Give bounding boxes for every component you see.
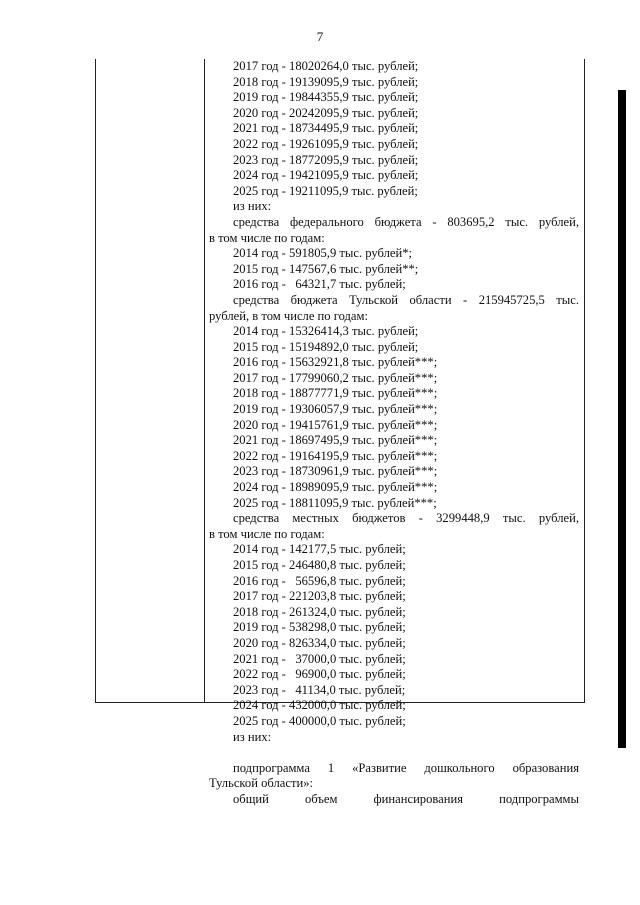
page-number: 7: [316, 29, 324, 44]
text-line: 2021 год - 18734495,9 тыс. рублей;: [233, 121, 419, 136]
text-line: Тульской области»:: [209, 776, 313, 791]
text-line: 2018 год - 19139095,9 тыс. рублей;: [233, 74, 419, 89]
text-line: 2018 год - 261324,0 тыс. рублей;: [233, 604, 406, 619]
text-line: 2025 год - 18811095,9 тыс. рублей***;: [233, 495, 437, 510]
text-line: 2019 год - 19306057,9 тыс. рублей***;: [233, 402, 438, 417]
text-line: 2025 год - 19211095,9 тыс. рублей;: [233, 183, 418, 198]
text-line: общий объем финансирования подпрограммы: [233, 791, 579, 806]
text-line: 2022 год - 96900,0 тыс. рублей;: [233, 667, 406, 682]
text-line: 2016 год - 15632921,8 тыс. рублей***;: [233, 355, 438, 370]
text-line: 2014 год - 591805,9 тыс. рублей*;: [233, 246, 413, 261]
text-line: 2014 год - 142177,5 тыс. рублей;: [233, 542, 406, 557]
blank-line: [209, 745, 579, 761]
text-line: 2021 год - 18697495,9 тыс. рублей***;: [233, 433, 438, 448]
text-line: из них:: [233, 199, 272, 214]
text-line: 2024 год - 18989095,9 тыс. рублей***;: [233, 480, 438, 495]
text-line: подпрограмма 1 «Развитие дошкольного образования: [233, 760, 579, 775]
text-line: 2018 год - 18877771,9 тыс. рублей***;: [233, 386, 438, 401]
text-line: 2014 год - 15326414,3 тыс. рублей;: [233, 324, 419, 339]
text-line: 2016 год - 56596,8 тыс. рублей;: [233, 573, 406, 588]
text-line: в том числе по годам:: [209, 230, 325, 245]
text-line: 2024 год - 19421095,9 тыс. рублей;: [233, 168, 419, 183]
text-line: из них:: [233, 729, 272, 744]
text-line: 2016 год - 64321,7 тыс. рублей;: [233, 277, 406, 292]
text-line: 2022 год - 19261095,9 тыс. рублей;: [233, 136, 419, 151]
table-column-divider: [204, 59, 205, 702]
text-line: 2015 год - 15194892,0 тыс. рублей;: [233, 339, 419, 354]
text-line: 2015 год - 246480,8 тыс. рублей;: [233, 558, 406, 572]
text-line: 2020 год - 20242095,9 тыс. рублей;: [233, 105, 419, 120]
text-line: 2019 год - 538298,0 тыс. рублей;: [233, 620, 406, 635]
text-line: 2020 год - 826334,0 тыс. рублей;: [233, 635, 406, 650]
financing-text-cell: [209, 59, 579, 808]
text-line: средства бюджета Тульской области - 215945725,5 тыс.: [233, 292, 579, 307]
text-line: средства местных бюджетов - 3299448,9 тыс. рублей,: [233, 511, 579, 526]
text-line: 2022 год - 19164195,9 тыс. рублей***;: [233, 448, 438, 463]
text-line: в том числе по годам:: [209, 526, 325, 541]
text-line: средства федерального бюджета - 803695,2 тыс. рублей,: [233, 214, 579, 229]
text-line: 2025 год - 400000,0 тыс. рублей;: [233, 713, 406, 728]
text-line: 2017 год - 221203,8 тыс. рублей;: [233, 589, 406, 604]
text-line: 2017 год - 18020264,0 тыс. рублей;: [233, 59, 419, 73]
text-line: 2023 год - 18772095,9 тыс. рублей;: [233, 152, 419, 167]
scan-edge-bar: [618, 90, 626, 748]
text-line: 2023 год - 41134,0 тыс. рублей;: [233, 682, 406, 697]
text-line: 2019 год - 19844355,9 тыс. рублей;: [233, 90, 419, 105]
text-line: 2015 год - 147567,6 тыс. рублей**;: [233, 261, 419, 276]
text-line: 2023 год - 18730961,9 тыс. рублей***;: [233, 464, 438, 479]
text-line: 2020 год - 19415761,9 тыс. рублей***;: [233, 417, 438, 432]
financing-table: [95, 59, 585, 806]
text-line: 2021 год - 37000,0 тыс. рублей;: [233, 651, 406, 666]
text-line: 2017 год - 17799060,2 тыс. рублей***;: [233, 370, 438, 385]
text-line: 2024 год - 432000,0 тыс. рублей;: [233, 698, 406, 713]
text-line: рублей, в том числе по годам:: [209, 308, 368, 323]
